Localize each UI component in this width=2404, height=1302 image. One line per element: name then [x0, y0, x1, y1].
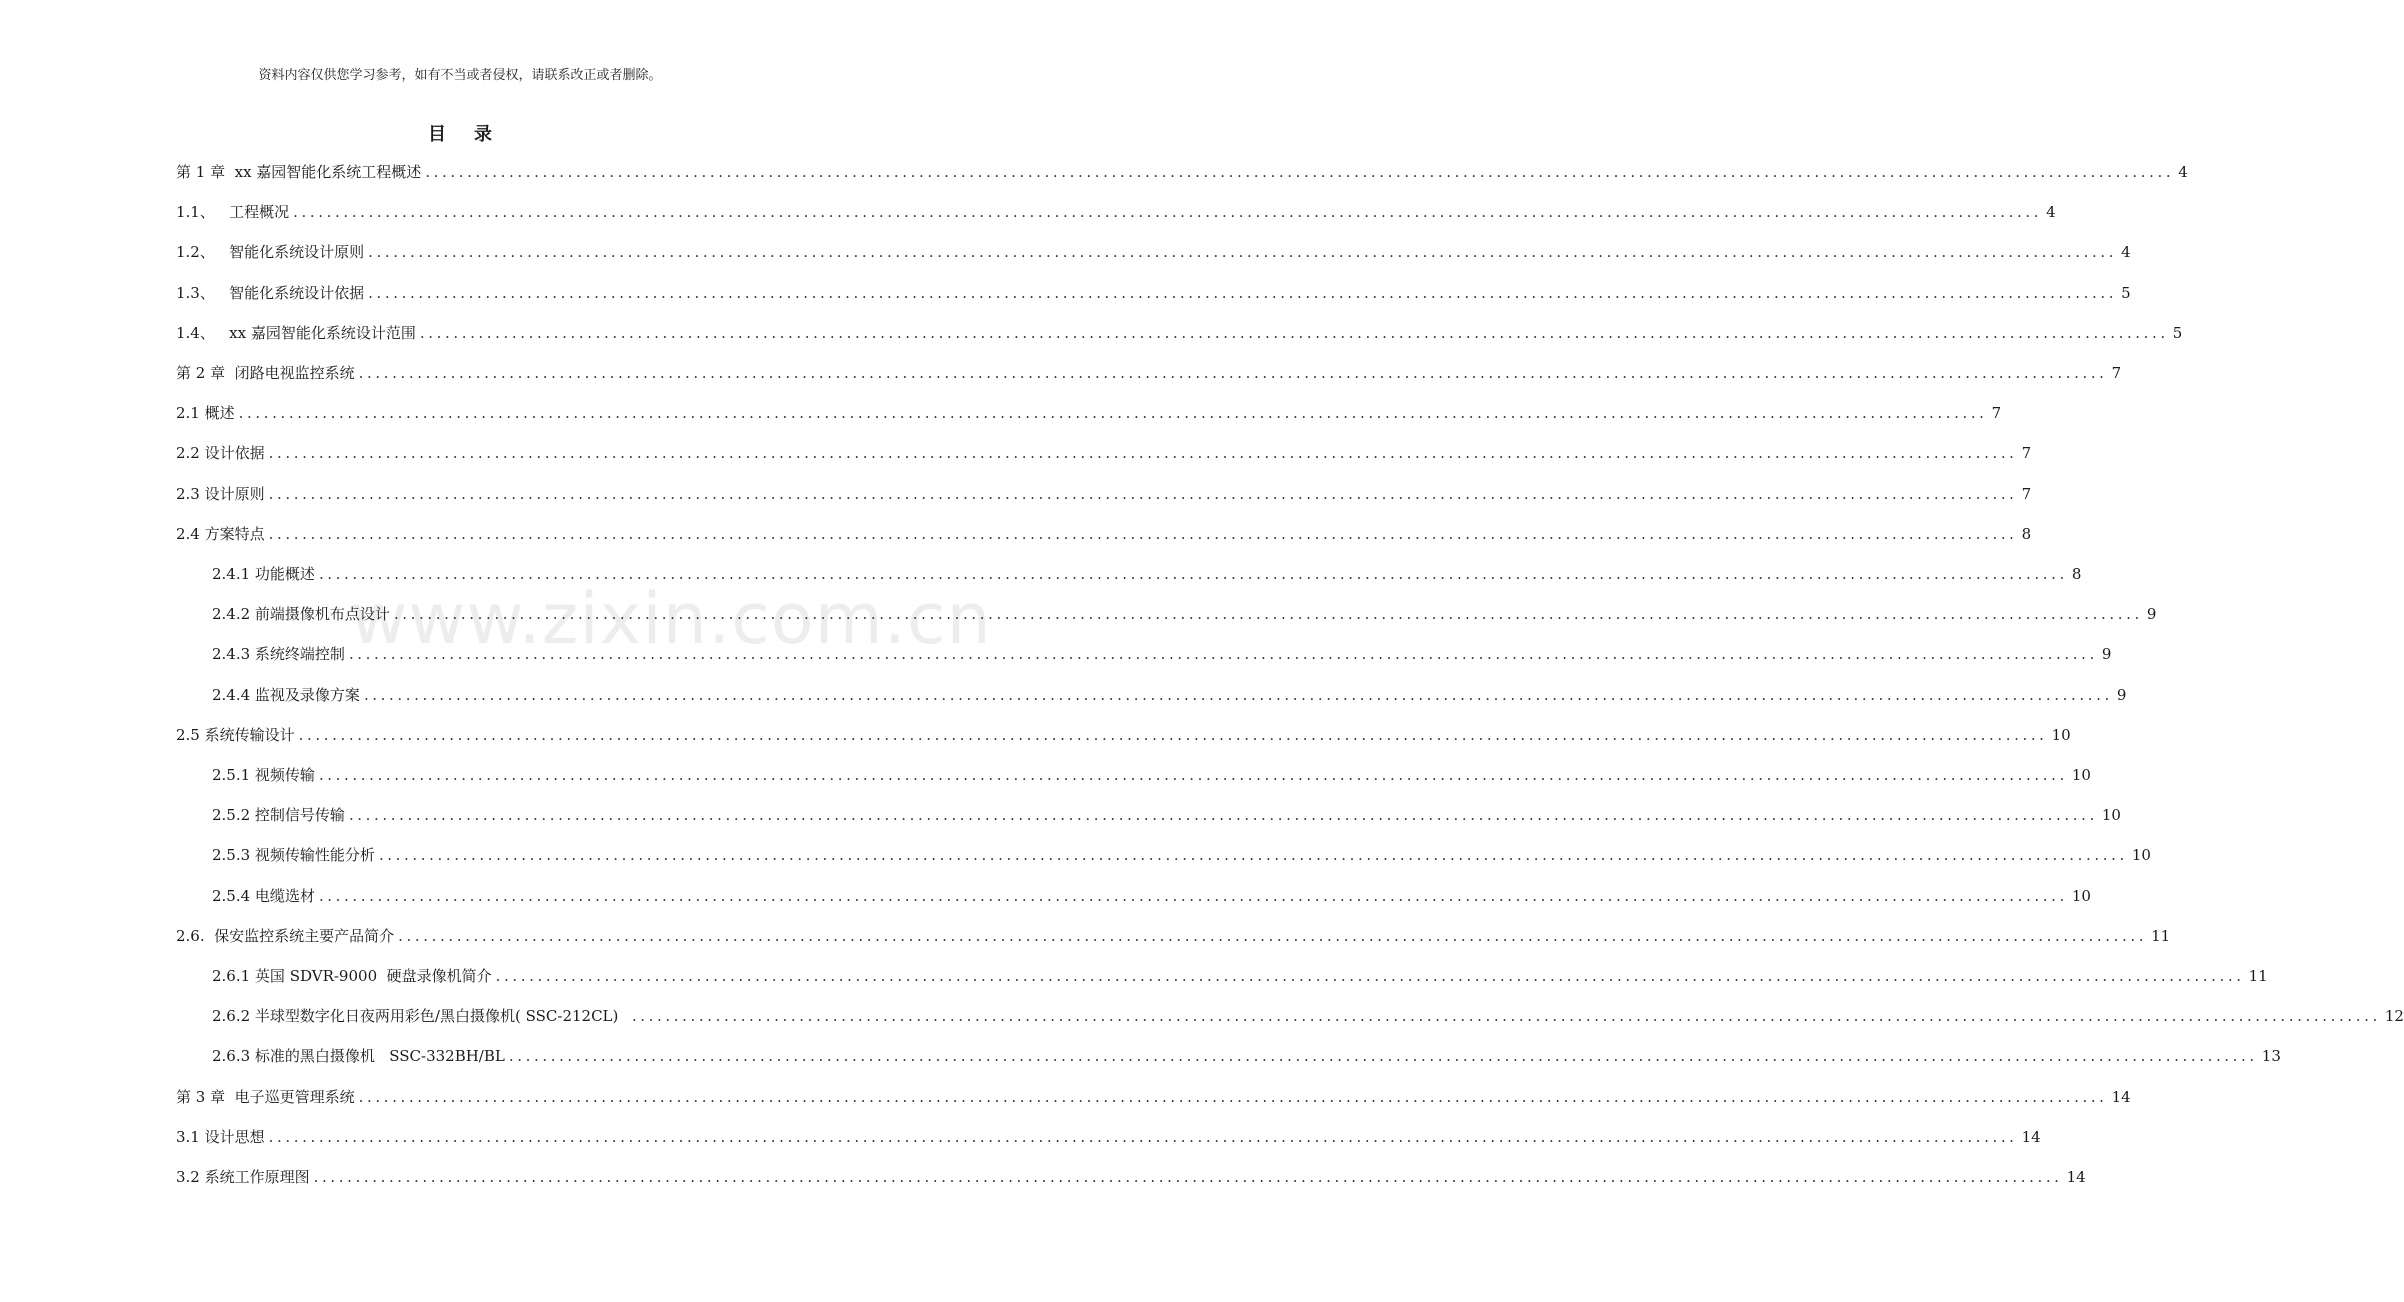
toc-page-number: 14 [2021, 1128, 2041, 1146]
toc-dot-leader [269, 523, 2018, 545]
toc-dot-leader [239, 402, 1988, 424]
toc-entry-title: 1.1、 工程概况 [176, 203, 290, 221]
toc-dot-leader [314, 1166, 2063, 1188]
toc-dot-leader [420, 322, 2169, 344]
toc-entry-title: 2.6. 保安监控系统主要产品简介 [176, 927, 395, 945]
toc-page-number: 7 [2111, 364, 2122, 382]
watermark: www.zixin.com.cn [350, 578, 992, 660]
toc-entry[interactable] [212, 643, 2112, 665]
toc-entry-title: 2.6.3 标准的黑白摄像机 SSC-332BH/BL [212, 1047, 505, 1065]
toc-entry[interactable] [212, 844, 2151, 866]
toc-entry[interactable] [176, 523, 2032, 545]
toc-page-number: 14 [2066, 1168, 2086, 1186]
toc-dot-leader [368, 282, 2117, 304]
toc-page-number: 7 [1991, 404, 2002, 422]
toc-entry-title: 第 1 章 xx 嘉园智能化系统工程概述 [176, 163, 422, 181]
toc-page-number: 9 [2146, 605, 2157, 623]
toc-entry[interactable] [212, 1005, 2404, 1027]
toc-dot-leader [293, 201, 2042, 223]
toc-page-number: 8 [2071, 565, 2082, 583]
toc-entry-title: 2.5.3 视频传输性能分析 [212, 846, 375, 864]
toc-entry[interactable] [176, 161, 2188, 183]
toc-entry-title: 2.1 概述 [176, 404, 235, 422]
toc-entry-title: 1.2、 智能化系统设计原则 [176, 243, 365, 261]
toc-page-number: 7 [2021, 444, 2032, 462]
toc-dot-leader [269, 483, 2018, 505]
toc-entry[interactable] [176, 1166, 2086, 1188]
toc-dot-leader [632, 1005, 2381, 1027]
toc-page-number: 14 [2111, 1088, 2131, 1106]
toc-dot-leader [398, 925, 2147, 947]
toc-page-number: 10 [2071, 887, 2091, 905]
toc-entry[interactable] [212, 563, 2082, 585]
toc-dot-leader [269, 442, 2018, 464]
toc-entry[interactable] [176, 201, 2056, 223]
toc-entry-title: 第 2 章 闭路电视监控系统 [176, 364, 355, 382]
toc-entry-title: 第 3 章 电子巡更管理系统 [176, 1088, 355, 1106]
toc-page-number: 11 [2248, 967, 2268, 985]
toc-entry-title: 2.4.1 功能概述 [212, 565, 315, 583]
toc-entry-title: 2.5 系统传输设计 [176, 726, 295, 744]
toc-entry[interactable] [212, 764, 2091, 786]
toc-dot-leader [379, 844, 2128, 866]
toc-entry-title: 2.4 方案特点 [176, 525, 265, 543]
toc-entry-title: 2.6.2 半球型数字化日夜两用彩色/黑白摄像机( SSC-212CL) [212, 1007, 628, 1025]
toc-entry[interactable] [176, 1126, 2041, 1148]
toc-entry[interactable] [176, 483, 2032, 505]
toc-page-number: 9 [2101, 645, 2112, 663]
toc-entry-title: 1.3、 智能化系统设计依据 [176, 284, 365, 302]
toc-page-number: 9 [2116, 686, 2127, 704]
toc-dot-leader [509, 1045, 2258, 1067]
toc-entry-title: 2.3 设计原则 [176, 485, 265, 503]
toc-entry[interactable] [176, 402, 2002, 424]
toc-page-number: 12 [2384, 1007, 2404, 1025]
toc-entry-title: 2.5.4 电缆选材 [212, 887, 315, 905]
toc-entry[interactable] [212, 965, 2268, 987]
toc-dot-leader [368, 241, 2117, 263]
toc-entry-title: 2.5.1 视频传输 [212, 766, 315, 784]
toc-page-number: 4 [2178, 163, 2188, 181]
toc-page-number: 7 [2021, 485, 2032, 503]
toc-entry-title: 3.1 设计思想 [176, 1128, 265, 1146]
toc-page-number: 10 [2101, 806, 2121, 824]
toc-page-number: 11 [2151, 927, 2171, 945]
toc-entry[interactable] [176, 925, 2171, 947]
toc-dot-leader [496, 965, 2245, 987]
toc-entry[interactable] [176, 322, 2183, 344]
toc-dot-leader [269, 1126, 2018, 1148]
toc-entry-title: 2.6.1 英国 SDVR-9000 硬盘录像机简介 [212, 967, 492, 985]
toc-entry[interactable] [176, 724, 2071, 746]
toc-dot-leader [425, 161, 2174, 183]
toc-page-number: 4 [2121, 243, 2131, 261]
toc-entry[interactable] [212, 885, 2091, 907]
toc-dot-leader [349, 643, 2098, 665]
toc-page-number: 4 [2046, 203, 2056, 221]
toc-entry[interactable] [176, 442, 2032, 464]
toc-entry[interactable] [176, 241, 2131, 263]
toc-entry-title: 2.2 设计依据 [176, 444, 265, 462]
toc-entry-title: 3.2 系统工作原理图 [176, 1168, 310, 1186]
page-title: 目录 [428, 124, 520, 145]
toc-entry[interactable] [176, 282, 2131, 304]
toc-dot-leader [359, 1086, 2108, 1108]
toc-page-number: 10 [2071, 766, 2091, 784]
toc-dot-leader [319, 563, 2068, 585]
toc-entry[interactable] [212, 1045, 2281, 1067]
toc-dot-leader [319, 764, 2068, 786]
toc-entry-title: 2.5.2 控制信号传输 [212, 806, 345, 824]
header-disclaimer: 资料内容仅供您学习参考，如有不当或者侵权，请联系改正或者删除。 [258, 68, 662, 83]
toc-entry-title: 2.4.4 监视及录像方案 [212, 686, 360, 704]
toc-page-number: 10 [2051, 726, 2071, 744]
toc-dot-leader [359, 362, 2108, 384]
toc-page-number: 5 [2172, 324, 2183, 342]
toc-page-number: 5 [2121, 284, 2131, 302]
toc-entry[interactable] [212, 684, 2127, 706]
toc-entry[interactable] [212, 603, 2157, 625]
toc-page-number: 10 [2131, 846, 2151, 864]
toc-dot-leader [364, 684, 2113, 706]
toc-dot-leader [394, 603, 2143, 625]
toc-dot-leader [299, 724, 2048, 746]
toc-entry-title: 2.4.3 系统终端控制 [212, 645, 345, 663]
toc-entry-title: 1.4、 xx 嘉园智能化系统设计范围 [176, 324, 416, 342]
toc-entry[interactable] [212, 804, 2121, 826]
toc-page-number: 13 [2261, 1047, 2281, 1065]
toc-entry-title: 2.4.2 前端摄像机布点设计 [212, 605, 390, 623]
toc-dot-leader [319, 885, 2068, 907]
toc-entry[interactable] [176, 1086, 2131, 1108]
toc-entry[interactable] [176, 362, 2122, 384]
toc-dot-leader [349, 804, 2098, 826]
toc-page-number: 8 [2021, 525, 2032, 543]
